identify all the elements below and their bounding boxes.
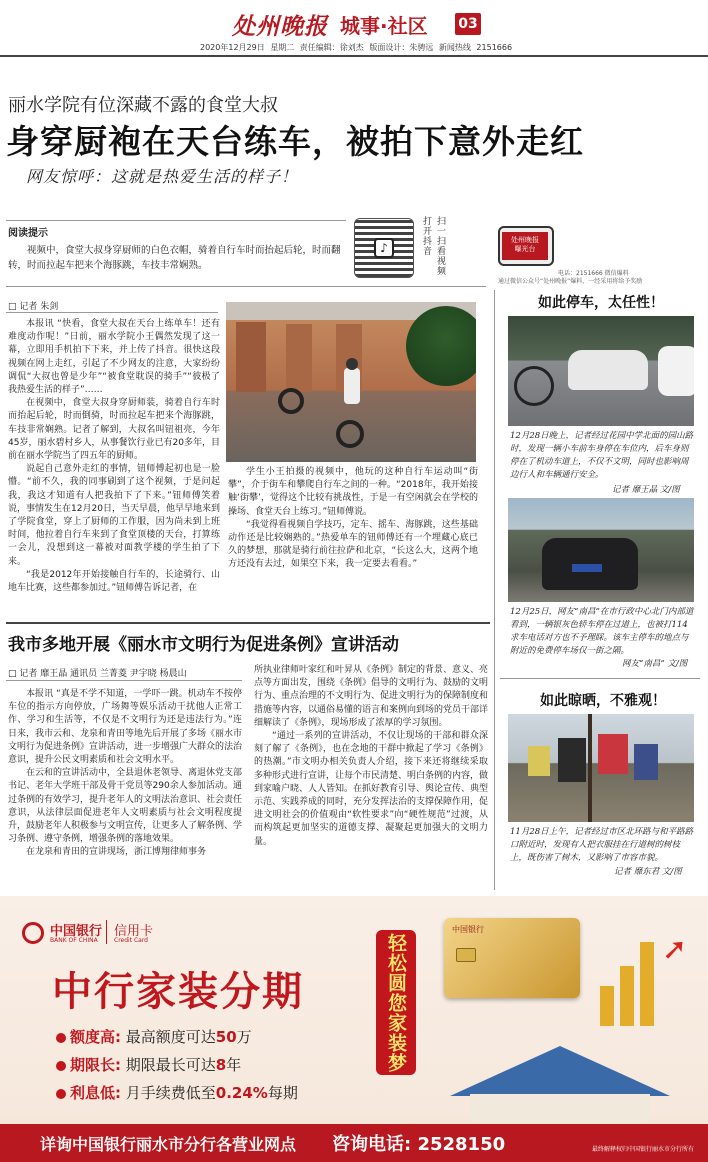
arrow-up-icon: ➚ [662, 932, 688, 967]
parking-photo-2 [508, 498, 694, 602]
ad-phone[interactable]: 咨询电话: 2528150 [332, 1134, 506, 1155]
divider [6, 286, 486, 287]
ad-banner: 轻松圆您家装梦 [376, 930, 416, 1075]
divider [6, 680, 242, 681]
lead-col1-para: 本报讯 “快看，食堂大叔在天台上练单车！还有难度动作呢！”日前，丽水学院小王偶然发现了这一幕，立即用手机拍下下来，并上传了抖音。很快这段视频在网上走红，引起了不少网友的注意，大家纷纷调侃“大叔也曾是少年”“被食堂耽误的骑手”“彼极了我热爱生活的样子”…… [8, 319, 220, 396]
divider [106, 920, 107, 944]
parking-credit-2: 网友“南昌” 文/图 [622, 659, 688, 669]
growth-bar [600, 986, 614, 1026]
ad-item [56, 1054, 241, 1075]
drying-caption: 11月28日上午，记者经过市区北环路与和平路路口附近时，发现有人把衣服挂在行道树的树枝上，既伤害了树木，又影响了市容市貌。 [510, 827, 694, 863]
reading-tip-title: 阅读提示 [8, 228, 48, 239]
ad-item-unit: 每期 [267, 1084, 298, 1102]
lead-col1-para: 在视频中，食堂大叔身穿厨师装，骑着自行车时而抬起后轮，时而倒骑，时而拉起车把来个海豚跳，车技非常娴熟。记者了解到，大叔名叫钮祖亮，今年45岁，丽水碧村乡人，从事餐饮行业已有20多年，目前在丽水学院当了四五年的厨师。 [8, 398, 220, 462]
bullet-icon [56, 1089, 66, 1099]
ad-item-text: 最高额度可达 [125, 1028, 216, 1046]
ad-item-label: 利息低: [70, 1084, 121, 1102]
bank-name-en: BANK OF CHINA [50, 937, 98, 944]
house-roof [450, 1046, 670, 1096]
page-number: 03 [455, 13, 481, 35]
drying-credit: 记者 靡东君 文/图 [614, 867, 682, 877]
bank-logo-icon [22, 922, 44, 944]
phone-note-2: 通过微信公众号“处州晚报”爆料，一经采用将给予奖励 [498, 278, 643, 285]
bike-photo [226, 302, 476, 462]
section-title: 城事·社区 [340, 14, 428, 38]
ad-item-unit: 年 [226, 1056, 242, 1074]
reading-tip-text: 视频中，食堂大叔身穿厨师的白色衣帽，骑着自行车时而抬起后轮，时而翻转，时而拉起车把来个海豚跳，车技丰常娴熟。 [8, 245, 341, 271]
lead-subhead: 网友惊呼：这就是热爱生活的样子！ [26, 167, 299, 186]
chip-icon [456, 948, 476, 962]
article2-col1-para: 本报讯 “真是不学不知道，一学吓一跳。机动车不按停车位的指示方向停放，广场舞等娱乐活动干扰他人正常工作、学习和生活等，不仅是不文明行为还是违法行为。”连日来，我市云和、龙泉和青田等地先后开展了多场《丽水市文明行为促进条例》宣讲活动，进一步增强广大群众的法治意识，提升公民文明素质和社会文明水平。 [8, 689, 242, 766]
ad-item-highlight: 0.24% [215, 1084, 268, 1102]
masthead-meta: 2020年12月29日 星期二 责任编辑：徐刘杰 版面设计：朱骋远 新闻热线 2151666 [200, 43, 513, 52]
advertisement[interactable] [0, 896, 708, 1162]
credit-card-bank: 中国银行 [452, 925, 484, 934]
divider [6, 220, 346, 221]
exposure-badge-label: 曝光台 [514, 245, 536, 253]
growth-bar [640, 942, 654, 1026]
article2-column-2 [254, 664, 488, 888]
ad-title: 中行家装分期 [52, 969, 304, 1015]
masthead-logo: 处州晚报 [232, 13, 328, 40]
sidebar-head-drying: 如此晾晒，不雅观！ [540, 693, 666, 709]
exposure-badge [502, 232, 548, 260]
lead-col2-para: “我觉得看视频自学技巧，定车、摇车、海豚跳，这些基础动作还是比较娴熟的。”热爱单车的钮师傅还有一个埋藏心底已久的梦想，那就是骑行前往拉萨和北京，“长这么大，这两个地方还没有去过，如果空下来，我一定要去看看。” [228, 519, 478, 570]
section-rule [6, 622, 490, 624]
parking-caption-2: 12月25日，网友“南昌”在市行政中心北门内部道看到，一辆银灰色轿车停在过道上，也被打114求车电话对方也不予理睬。该车主停车的地点与附近的免费停车场仅一街之隔。 [510, 607, 694, 656]
parking-credit-1: 记者 靡王晶 文/图 [612, 485, 680, 495]
qr-label: 打开抖音 [421, 216, 431, 256]
bullet-icon [56, 1061, 66, 1071]
ad-item [56, 1026, 252, 1047]
card-label-en: Credit Card [114, 937, 148, 944]
lead-column-2 [228, 466, 478, 616]
lead-col2-para: 学生小王拍摄的视频中，他玩的这种自行车运动叫“街攀”，介于街车和攀爬自行车之间的一种。“2018年，我开始接触‘街攀’，觉得这个比较有挑战性，于是一有空闲就会在学校的操场、食堂天台上练习。”钮师傅说。 [228, 467, 478, 517]
ad-item [56, 1082, 298, 1103]
credit-card-image [444, 918, 580, 998]
ad-item-highlight: 8 [215, 1056, 227, 1074]
lead-headline: 身穿厨袍在天台练车，被拍下意外走红 [6, 122, 584, 161]
house-body [470, 1094, 650, 1124]
article2-col1-para: 在云和的宣讲活动中，全县退休老领导、离退休党支部书记、老年大学班干部及骨干党员等290余人参加活动。通过条例的有效学习，提升老年人的文明法治意识、社会责任意识，从法律层面促进老年人文明素质与社会文明程度提升，鼓励老年人积极参与文明宣传，让更多人了解条例、学习条例、遵守条例，增强条例的落地效果。 [8, 768, 242, 845]
article2-headline: 我市多地开展《丽水市文明行为促进条例》宣讲活动 [8, 635, 399, 655]
parking-photo-1 [508, 316, 694, 426]
tiktok-icon: ♪ [374, 238, 394, 258]
lead-column-1 [8, 318, 220, 610]
phone-note: 电话：2151666 微信爆料 [558, 270, 629, 277]
ad-item-label: 期限长: [70, 1056, 121, 1074]
drying-photo [508, 714, 694, 822]
exposure-badge-top: 处州晚报 [511, 236, 539, 244]
divider [500, 678, 700, 679]
qr-label-2: 扫一扫看视频 [435, 216, 445, 276]
article2-col2-para: “通过一系列的宣讲活动，不仅让现场的干部和群众深刻了解了《条例》，也在念地的干群中掀起了学习《条例》的热潮。”市文明办相关负责人介绍，接下来还将继续采取多种形式进行宣讲，让每个市民清楚、明白条例的内容，做到家喻户晓、人人皆知。在抓好教育引导、舆论宣传、典型示范、实践养成的同时，充分发挥法治的支撑保障作用，促进文明社会的价值观由“软性要求”向“硬性规范”过渡，从而构筑起更加坚实的道德支撑、凝聚起更加强大的文明力量。 [254, 731, 488, 847]
column-divider [494, 290, 495, 890]
ad-item-highlight: 50 [215, 1028, 237, 1046]
divider [6, 312, 218, 313]
article2-col1-para: 在龙泉和青田的宣讲现场，浙江博翔律师事务 [26, 847, 207, 858]
ad-footer-bar[interactable] [0, 1124, 708, 1162]
bank-name: 中国银行 [50, 924, 103, 939]
lead-col1-para: 说起自己意外走红的事情，钮师傅起初也是一脸懵。“前不久，我的同事刷到了这个视频，于是问起我，我这才知道有人把我拍下了下来。”钮师傅笑着说，事情发生在12月20日，当天早晨，他早早地来到了学院食堂，穿上了厨师的工作服，因为尚未到上班时间，他拉着自行车来到了食堂顶楼的天台，打算练一会儿，没想到这一幕被对面教学楼的学生拍了下来。 [8, 464, 220, 567]
article2-col2-para: 所执业律师叶家红和叶昇从《条例》制定的背景、意义、亮点等方面出发，围绕《条例》倡导的文明行为、鼓励的文明行为、重点治理的不文明行为、促进文明行为的保障制度和措施等内容，以通俗易懂的语言和案例向到场的党员干部详细解读了《条例》，现场形成了浓厚的学习氛围。 [254, 665, 488, 728]
ad-item-text: 月手续费低至 [125, 1084, 216, 1102]
parking-caption-1: 12月28日晚上，记者经过花园中学北面的园山路时，发现一辆小车前车身停在车位内，后车身则停在了机动车道上，不仅不文明，同时也影响周边行人和车辆通行安全。 [510, 431, 694, 480]
bullet-icon [56, 1033, 66, 1043]
lead-byline: □ 记者 朱剑 [8, 302, 59, 312]
lead-col1-para: “我是2012年开始接触自行车的，长途骑行、山地车比赛，这些都参加过。”钮师傅告诉记者，在 [8, 569, 220, 594]
lead-kicker: 丽水学院有位深藏不露的食堂大叔 [8, 95, 278, 116]
article2-column-1 [8, 688, 242, 888]
card-label: 信用卡 [114, 924, 154, 939]
article2-byline: □ 记者 靡王晶 通讯员 兰菁菱 尹宇晓 杨晨山 [8, 669, 187, 679]
sidebar-head-parking: 如此停车，太任性！ [538, 295, 664, 311]
ad-disclaimer: 最终解释权归中国银行丽水市分行所有 [592, 1146, 695, 1153]
ad-item-label: 额度高: [70, 1028, 121, 1046]
ad-footer-text: 详询中国银行丽水市分行各营业网点 [40, 1135, 297, 1154]
top-rule [0, 55, 708, 57]
growth-bar [620, 966, 634, 1026]
ad-item-unit: 万 [236, 1028, 252, 1046]
ad-item-text: 期限最长可达 [125, 1056, 216, 1074]
